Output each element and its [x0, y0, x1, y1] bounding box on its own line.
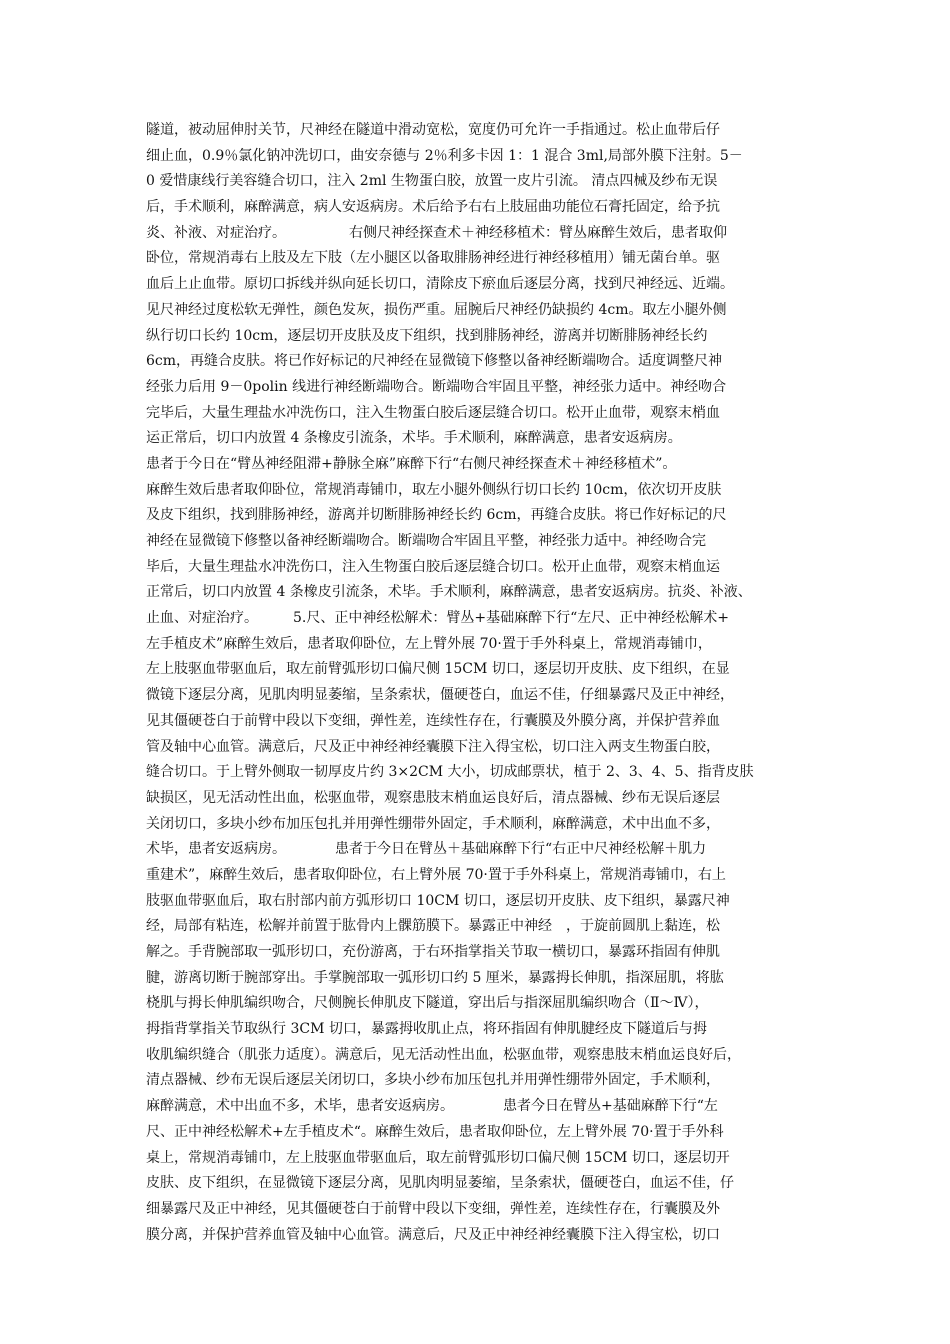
text-line: 细暴露尺及正中神经，见其僵硬苍白于前臂中段以下变细，弹性差，连续性存在，行囊膜及外	[146, 1200, 720, 1217]
text-line: 尺、正中神经松解术+左手植皮术“。麻醉生效后，患者取仰卧位，左上臂外展 70·置于手外科	[146, 1123, 724, 1140]
text-line: 清点器械、纱布无误后逐层关闭切口，多块小纱布加压包扎并用弹性绷带外固定，手术顺利，	[146, 1072, 720, 1089]
text-line: 左手植皮术”麻醉生效后，患者取仰卧位，左上臂外展 70·置于手外科桌上，常规消毒铺巾，	[146, 635, 712, 652]
text-line: 管及轴中心血管。满意后，尺及正中神经神经囊膜下注入得宝松，切口注入两支生物蛋白胶，	[146, 738, 720, 755]
text-line: 重建术”，麻醉生效后，患者取仰卧位，右上臂外展 70·置于手外科桌上，常规消毒铺巾，右上	[146, 866, 726, 883]
text-line: 隧道，被动屈伸肘关节，尺神经在隧道中滑动宽松，宽度仍可允许一手指通过。松止血带后仔	[146, 122, 720, 138]
text-line: 0 爱惜康线行美容缝合切口，注入 2ml 生物蛋白胶，放置一皮片引流。 清点四械及纱布无误	[146, 173, 718, 190]
text-line: 卧位，常规消毒右上肢及左下肢（左小腿区以备取腓肠神经进行神经移植用）铺无菌台单。驱	[146, 250, 720, 267]
text-line: 缝合切口。于上臂外侧取一韧厚皮片约 3×2CM 大小，切成邮票状，植于 2、3、4、5、指背皮肤	[146, 764, 754, 781]
text-line: 膜分离，并保护营养血管及轴中心血管。满意后，尺及正中神经神经囊膜下注入得宝松，切口	[146, 1226, 720, 1243]
text-line: 腱，游离切断于腕部穿出。手掌腕部取一弧形切口约 5 厘米，暴露拇长伸肌，指深屈肌，将肱	[146, 969, 724, 986]
text-line: 术毕，患者安返病房。 患者于今日在臂丛＋基础麻醉下行“右正中尺神经松解＋肌力	[146, 841, 707, 858]
text-line: 炎、补液、对症治疗。 右侧尺神经探查术＋神经移植术：臂丛麻醉生效后，患者取仰	[146, 224, 727, 241]
text-line: 及皮下组织，找到腓肠神经，游离并切断腓肠神经长约 6cm，再缝合皮肤。将已作好标记的尺	[146, 507, 727, 524]
text-line: 纵行切口长约 10cm，逐层切开皮肤及皮下组织，找到腓肠神经，游离并切断腓肠神经长约	[146, 327, 708, 344]
text-line: 肢驱血带驱血后，取右肘部内前方弧形切口 10CM 切口，逐层切开皮肤、皮下组织，暴露尺神	[146, 892, 730, 909]
text-line: 毕后，大量生理盐水冲洗伤口，注入生物蛋白胶后逐层缝合切口。松开止血带，观察末梢血运	[146, 558, 720, 575]
text-line: 拇指背掌指关节取纵行 3CM 切口，暴露拇收肌止点，将环指固有伸肌腱经皮下隧道后与拇	[146, 1021, 707, 1038]
text-line: 神经在显微镜下修整以备神经断端吻合。断端吻合牢固且平整，神经张力适中。神经吻合完	[146, 533, 706, 549]
text-line: 左上肢驱血带驱血后，取左前臂弧形切口偏尺侧 15CM 切口，逐层切开皮肤、皮下组织，在显	[146, 661, 730, 678]
text-line: 麻醉满意，术中出血不多，术毕，患者安返病房。 患者今日在臂丛+基础麻醉下行“左	[146, 1098, 718, 1115]
text-line: 经，局部有粘连，松解并前置于肱骨内上髁筋膜下。暴露正中神经 ，于旋前圆肌上黏连，松	[146, 918, 720, 935]
text-line: 收肌编织缝合（肌张力适度）。满意后，见无活动性出血，松驱血带，观察患肢末梢血运良好后，	[146, 1046, 741, 1063]
text-line: 细止血，0.9％氯化钠冲洗切口，曲安奈德与 2％利多卡因 1：1 混合 3ml,局部外膜下注射。5－	[146, 147, 743, 164]
text-line: 完毕后，大量生理盐水冲洗伤口，注入生物蛋白胶后逐层缝合切口。松开止血带，观察末梢血	[146, 404, 720, 421]
text-line: 后，手术顺利，麻醉满意，病人安返病房。术后给予右右上肢屈曲功能位石膏托固定，给予抗	[146, 199, 720, 216]
text-line: 麻醉生效后患者取仰卧位，常规消毒铺巾，取左小腿外侧纵行切口长约 10cm，依次切开皮肤	[146, 481, 722, 498]
text-line: 6cm，再缝合皮肤。将已作好标记的尺神经在显微镜下修整以备神经断端吻合。适度调整尺神	[146, 353, 723, 370]
text-line: 缺损区，见无活动性出血，松驱血带，观察患肢末梢血运良好后，清点器械、纱布无误后逐层	[146, 789, 720, 806]
text-line: 止血、对症治疗。 5.尺、正中神经松解术：臂丛+基础麻醉下行“左尺、正中神经松解术+	[146, 610, 729, 627]
text-line: 血后上止血带。原切口拆线并纵向延长切口，清除皮下瘀血后逐层分离，找到尺神经远、近端。	[146, 276, 734, 293]
text-line: 患者于今日在“臂丛神经阻滞+静脉全麻”麻醉下行“右侧尺神经探查术＋神经移植术”。	[146, 455, 677, 472]
text-line: 微镜下逐层分离，见肌肉明显萎缩，呈条索状，僵硬苍白，血运不佳，仔细暴露尺及正中神经，	[146, 687, 734, 704]
text-line: 关闭切口，多块小纱布加压包扎并用弹性绷带外固定，手术顺利，麻醉满意，术中出血不多，	[146, 815, 720, 832]
document-body	[146, 118, 810, 1248]
text-line: 见尺神经过度松软无弹性，颜色发灰，损伤严重。屈腕后尺神经仍缺损约 4cm。取左小腿外侧	[146, 301, 727, 318]
text-line: 经张力后用 9－0polin 线进行神经断端吻合。断端吻合牢固且平整，神经张力适中。神经吻合	[146, 378, 727, 395]
text-line: 运正常后，切口内放置 4 条橡皮引流条，术毕。手术顺利，麻醉满意，患者安返病房。	[146, 430, 682, 447]
text-line: 正常后，切口内放置 4 条橡皮引流条，术毕。手术顺利，麻醉满意，患者安返病房。抗炎、补液、	[146, 584, 752, 601]
text-line: 解之。手背腕部取一弧形切口，充份游离，于右环指掌指关节取一横切口，暴露环指固有伸肌	[146, 944, 720, 960]
text-line: 桡肌与拇长伸肌编织吻合，尺侧腕长伸肌皮下隧道，穿出后与指深屈肌编织吻合（Ⅱ～Ⅳ），	[146, 995, 709, 1012]
text-line: 桌上，常规消毒铺巾，左上肢驱血带驱血后，取左前臂弧形切口偏尺侧 15CM 切口，逐层切开	[146, 1149, 730, 1166]
text-line: 皮肤、皮下组织，在显微镜下逐层分离，见肌肉明显萎缩，呈条索状，僵硬苍白，血运不佳，仔	[146, 1175, 734, 1192]
text-line: 见其僵硬苍白于前臂中段以下变细，弹性差，连续性存在，行囊膜及外膜分离，并保护营养血	[146, 712, 720, 729]
